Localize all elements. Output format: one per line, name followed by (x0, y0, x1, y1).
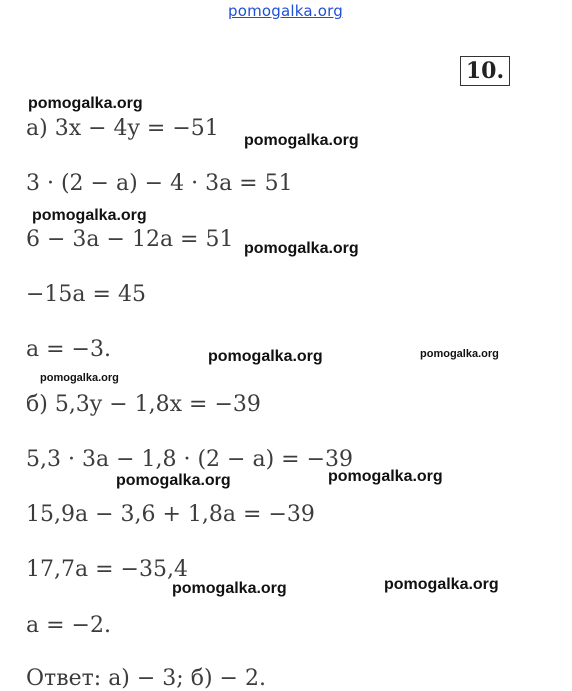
solution-line-substitution-a: 3 · (2 − a) − 4 · 3a = 51 (26, 171, 293, 196)
site-link[interactable]: pomogalka.org (228, 2, 343, 20)
solution-line-simplify-a: −15a = 45 (26, 282, 146, 307)
watermark: pomogalka.org (208, 348, 323, 365)
watermark: pomogalka.org (172, 580, 287, 597)
watermark: pomogalka.org (28, 95, 143, 112)
watermark: pomogalka.org (244, 132, 359, 149)
solution-line-result-a: a = −3. (26, 337, 111, 362)
watermark: pomogalka.org (384, 576, 499, 593)
solution-line-simplify-b: 17,7a = −35,4 (26, 557, 188, 582)
solution-line-expand-a: 6 − 3a − 12a = 51 (26, 227, 234, 252)
solution-line-substitution-b: 5,3 · 3a − 1,8 · (2 − a) = −39 (26, 447, 354, 472)
solution-line-part-b-equation: б) 5,3y − 1,8x = −39 (26, 392, 261, 417)
watermark: pomogalka.org (40, 372, 119, 384)
solution-line-part-a-equation: а) 3x − 4y = −51 (26, 116, 219, 141)
task-number-box: 10. (460, 56, 510, 86)
watermark: pomogalka.org (32, 207, 147, 224)
watermark: pomogalka.org (328, 468, 443, 485)
watermark: pomogalka.org (116, 472, 231, 489)
watermark: pomogalka.org (420, 348, 499, 360)
solution-line-expand-b: 15,9a − 3,6 + 1,8a = −39 (26, 502, 315, 527)
solution-line-result-b: a = −2. (26, 613, 111, 638)
answer-line: Ответ: а) − 3; б) − 2. (26, 666, 266, 691)
watermark: pomogalka.org (244, 240, 359, 257)
